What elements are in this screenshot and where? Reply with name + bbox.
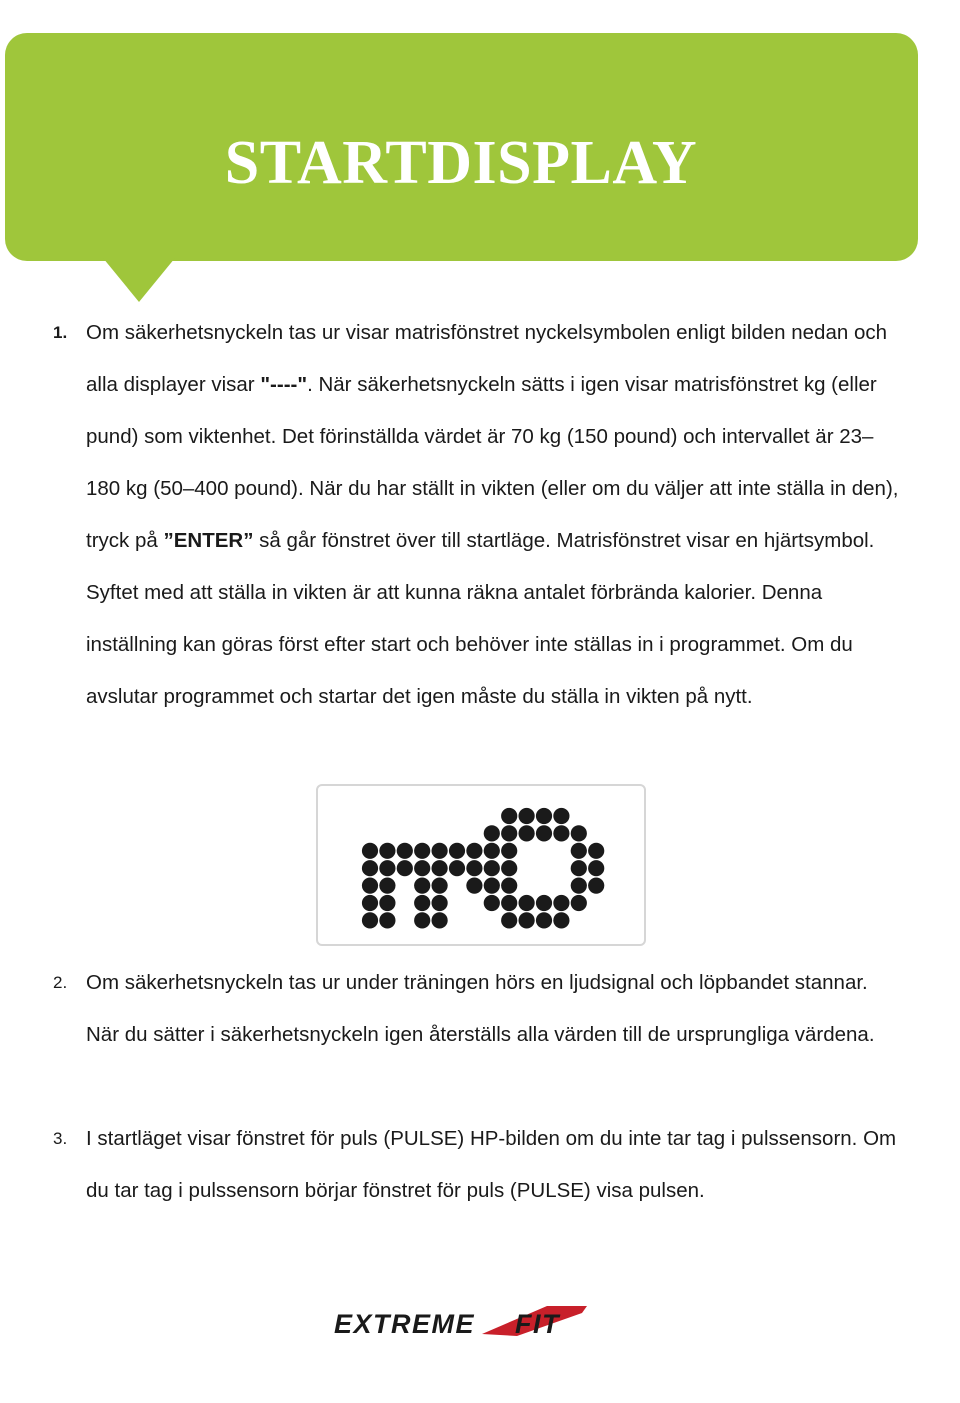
matrix-dot bbox=[501, 808, 517, 824]
list-item-text: I startläget visar fönstret för puls (PULSE) HP-bilden om du inte tar tag i pulssensorn. Om du tar tag i pulssensorn börjar fönstret för puls (PULSE) visa pulsen. bbox=[86, 1127, 897, 1202]
list-item-text: Om säkerhetsnyckeln tas ur visar matrisfönstret nyckelsymbolen enligt bilden nedan och alla displayer visar "----". När säkerhetsnyckeln sätts i igen visar matrisfönstret kg (eller pund) som viktenhet. Det förinställda värdet är 70 kg (150 pound) och intervallet är 23–180 kg (50–400 pound). När du har ställt in vikten (eller om du väljer att inte ställa in den), tryck på ”ENTER” så går fönstret över till startläge. Matrisfönstret visar en hjärtsymbol. Syftet med att ställa in vikten är att kunna räkna antalet förbrända kalorier. Denna inställning kan göras först efter start och behöver inte ställas in i programmet. Om du avslutar programmet och startar det igen måste du ställa in vikten på nytt. bbox=[86, 321, 899, 708]
matrix-dot bbox=[484, 825, 500, 841]
matrix-dot bbox=[432, 912, 448, 928]
key-symbol-display bbox=[316, 784, 646, 946]
matrix-dot bbox=[484, 878, 500, 894]
matrix-dot bbox=[553, 895, 569, 911]
matrix-dot bbox=[379, 860, 395, 876]
matrix-dot bbox=[571, 825, 587, 841]
logo-text-main: EXTREME bbox=[334, 1309, 476, 1339]
matrix-dot bbox=[362, 860, 378, 876]
matrix-dot bbox=[501, 843, 517, 859]
matrix-dot bbox=[588, 878, 604, 894]
matrix-dot bbox=[449, 860, 465, 876]
list-item-number: 2. bbox=[53, 973, 68, 992]
matrix-dot bbox=[379, 878, 395, 894]
matrix-dot bbox=[536, 912, 552, 928]
matrix-dot bbox=[484, 860, 500, 876]
matrix-dot bbox=[362, 895, 378, 911]
matrix-dot bbox=[519, 912, 535, 928]
matrix-dot bbox=[484, 843, 500, 859]
matrix-dot bbox=[571, 895, 587, 911]
matrix-dot bbox=[519, 808, 535, 824]
list-item-number: 3. bbox=[53, 1129, 68, 1148]
matrix-dot bbox=[432, 895, 448, 911]
matrix-dot bbox=[466, 843, 482, 859]
logo-text-accent: FIT bbox=[515, 1309, 560, 1339]
matrix-dot bbox=[362, 843, 378, 859]
matrix-dot bbox=[501, 912, 517, 928]
matrix-dot bbox=[519, 895, 535, 911]
matrix-dot bbox=[362, 878, 378, 894]
matrix-dot bbox=[553, 808, 569, 824]
matrix-dot bbox=[414, 860, 430, 876]
matrix-dot bbox=[536, 825, 552, 841]
page-title: STARTDISPLAY bbox=[224, 129, 698, 197]
key-dot-matrix-icon bbox=[318, 786, 644, 944]
matrix-dot bbox=[536, 895, 552, 911]
matrix-dot bbox=[501, 895, 517, 911]
matrix-dot bbox=[414, 912, 430, 928]
matrix-dot bbox=[414, 878, 430, 894]
extremefit-logo bbox=[332, 1304, 592, 1344]
matrix-dot bbox=[379, 895, 395, 911]
list-item-number: 1. bbox=[53, 323, 68, 342]
matrix-dot bbox=[588, 860, 604, 876]
matrix-dot bbox=[501, 878, 517, 894]
matrix-dot bbox=[588, 843, 604, 859]
matrix-dot bbox=[466, 878, 482, 894]
matrix-dot bbox=[553, 912, 569, 928]
matrix-dot bbox=[379, 912, 395, 928]
matrix-dot bbox=[397, 843, 413, 859]
matrix-dot bbox=[362, 912, 378, 928]
matrix-dot bbox=[571, 843, 587, 859]
matrix-dot bbox=[571, 860, 587, 876]
matrix-dot bbox=[536, 808, 552, 824]
matrix-dot bbox=[501, 825, 517, 841]
title-banner-tail bbox=[103, 258, 175, 302]
matrix-dot bbox=[432, 878, 448, 894]
matrix-dot bbox=[449, 843, 465, 859]
matrix-dot bbox=[571, 878, 587, 894]
matrix-dot bbox=[414, 895, 430, 911]
matrix-dot bbox=[414, 843, 430, 859]
matrix-dot bbox=[466, 860, 482, 876]
matrix-dot bbox=[519, 825, 535, 841]
matrix-dot bbox=[432, 860, 448, 876]
matrix-dot bbox=[397, 860, 413, 876]
matrix-dot bbox=[553, 825, 569, 841]
matrix-dot bbox=[484, 895, 500, 911]
list-item-text: Om säkerhetsnyckeln tas ur under träningen hörs en ljudsignal och löpbandet stannar. När du sätter i säkerhetsnyckeln igen återställs alla värden till de ursprungliga värdena. bbox=[86, 971, 875, 1046]
matrix-dot bbox=[379, 843, 395, 859]
matrix-dot bbox=[501, 860, 517, 876]
matrix-dot bbox=[432, 843, 448, 859]
